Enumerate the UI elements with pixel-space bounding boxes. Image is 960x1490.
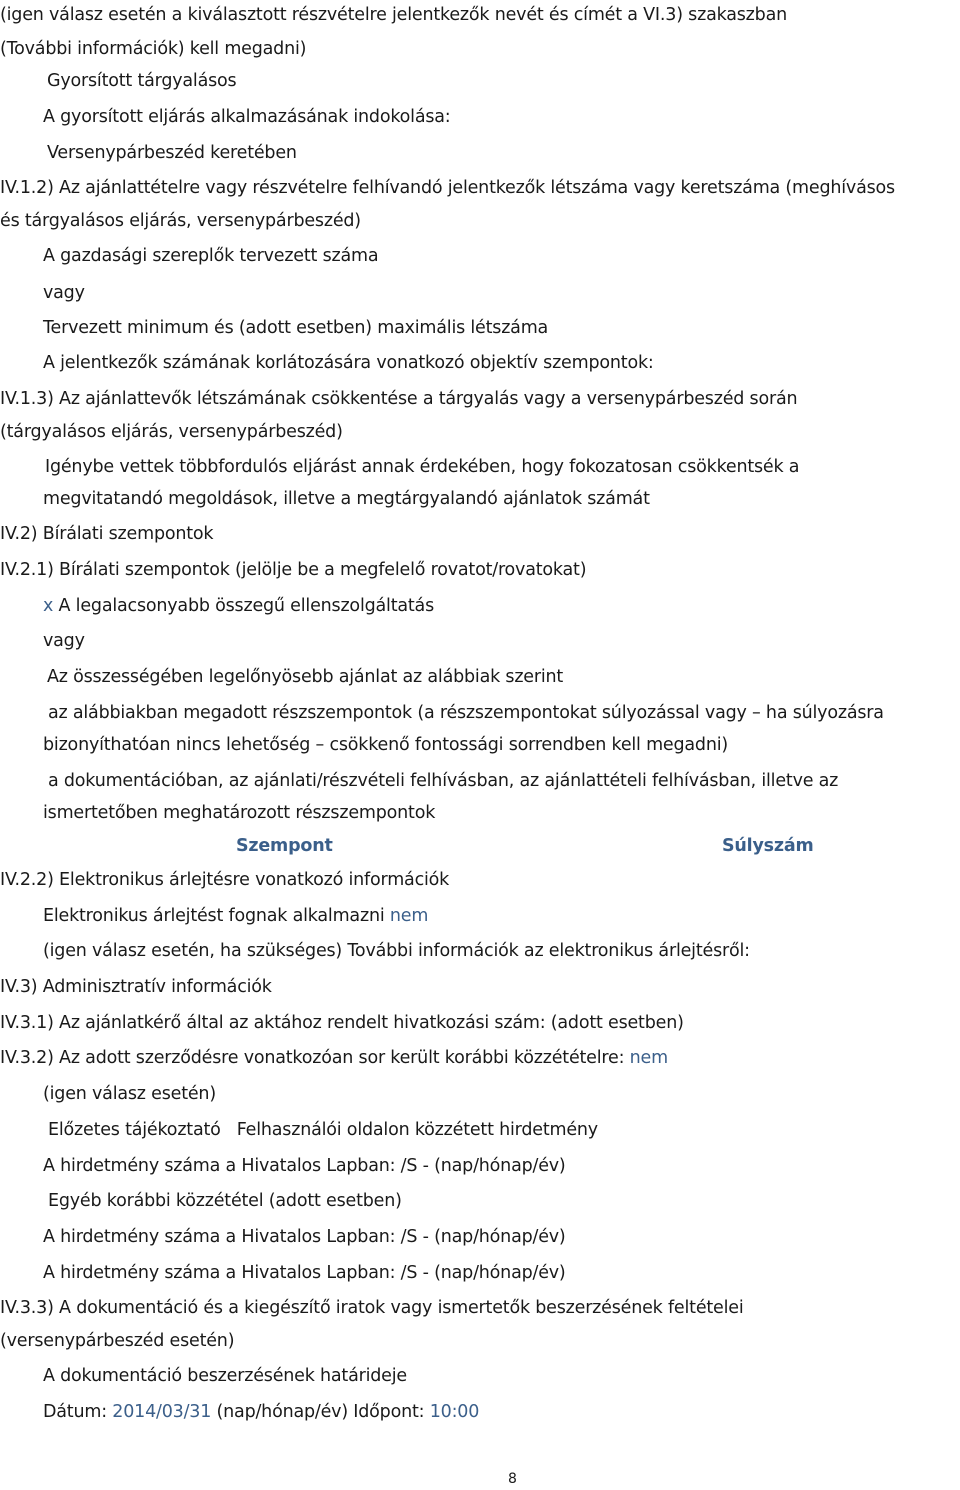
section-heading: IV.2) Bírálati szempontok: [0, 524, 214, 544]
section-heading: IV.2.2) Elektronikus árlejtésre vonatkozó információk: [0, 870, 450, 890]
text-line: A hirdetmény száma a Hivatalos Lapban: /S - (nap/hónap/év): [43, 1263, 566, 1283]
date-value: 2014/03/31: [112, 1402, 212, 1422]
page-number: 8: [508, 1471, 517, 1487]
text-line: A jelentkezők számának korlátozására vonatkozó objektív szempontok:: [43, 353, 654, 373]
text-line: (tárgyalásos eljárás, versenypárbeszéd): [0, 422, 343, 442]
option-label: Az összességében legelőnyösebb ajánlat az alábbiak szerint: [47, 667, 564, 687]
section-heading: IV.3.1) Az ajánlatkérő által az aktához rendelt hivatkozási szám: (adott esetben): [0, 1013, 684, 1033]
time-value: 10:00: [429, 1402, 480, 1422]
text-line: A hirdetmény száma a Hivatalos Lapban: /S - (nap/hónap/év): [43, 1227, 566, 1247]
text-line: (igen válasz esetén): [43, 1084, 216, 1104]
section-heading: IV.2.1) Bírálati szempontok (jelölje be a megfelelő rovatot/rovatokat): [0, 560, 587, 580]
text-line: A dokumentáció beszerzésének határideje: [43, 1366, 407, 1386]
text-line: és tárgyalásos eljárás, versenypárbeszéd): [0, 211, 361, 231]
option-label: A legalacsonyabb összegű ellenszolgáltatás: [58, 596, 434, 616]
text-line: Igénybe vettek többfordulós eljárást annak érdekében, hogy fokozatosan csökkentsék a: [45, 457, 800, 477]
text-line: megvitatandó megoldások, illetve a megtárgyalandó ajánlatok számát: [43, 489, 650, 509]
column-header-szempont: Szempont: [236, 836, 333, 856]
option-label: Versenypárbeszéd keretében: [47, 143, 297, 163]
option-label: Gyorsított tárgyalásos: [47, 71, 237, 91]
text-line: az alábbiakban megadott részszempontok (a részszempontokat súlyozással vagy – ha súlyozásra: [48, 703, 884, 723]
text-line: [43, 905, 428, 927]
column-header-sulyszam: Súlyszám: [722, 836, 814, 856]
section-heading: IV.3.3) A dokumentáció és a kiegészítő iratok vagy ismertetők beszerzésének feltételei: [0, 1298, 744, 1318]
section-heading: [0, 1047, 668, 1069]
text-line: A hirdetmény száma a Hivatalos Lapban: /S - (nap/hónap/év): [43, 1156, 566, 1176]
field-value: nem: [629, 1048, 668, 1068]
text-line: (További információk) kell megadni): [0, 39, 307, 59]
text-line: Előzetes tájékoztató Felhasználói oldalon közzétett hirdetmény: [48, 1120, 598, 1140]
text-line: vagy: [43, 283, 85, 303]
text-line: A gyorsított eljárás alkalmazásának indokolása:: [43, 107, 451, 127]
text-line: a dokumentációban, az ajánlati/részvételi felhívásban, az ajánlattételi felhívásban, illetve az: [48, 771, 839, 791]
field-value: nem: [389, 906, 429, 926]
text-line: ismertetőben meghatározott részszempontok: [43, 803, 436, 823]
field-label: Elektronikus árlejtést fognak alkalmazni: [43, 906, 385, 926]
time-label: (nap/hónap/év) Időpont:: [216, 1402, 425, 1422]
text-line: (igen válasz esetén, ha szükséges) További információk az elektronikus árlejtésről:: [43, 941, 750, 961]
text-line: vagy: [43, 631, 85, 651]
deadline-line: [43, 1401, 479, 1423]
selected-mark: x: [43, 596, 54, 616]
text-line: A gazdasági szereplők tervezett száma: [43, 246, 379, 266]
section-heading: IV.1.3) Az ajánlattevők létszámának csökkentése a tárgyalás vagy a versenypárbeszéd során: [0, 389, 798, 409]
section-heading: IV.1.2) Az ajánlattételre vagy részvételre felhívandó jelentkezők létszáma vagy keretszáma (meghívásos: [0, 178, 895, 198]
section-heading: IV.3) Adminisztratív információk: [0, 977, 272, 997]
field-label: IV.3.2) Az adott szerződésre vonatkozóan sor került korábbi közzétételre:: [0, 1048, 625, 1068]
criteria-option: [43, 595, 434, 617]
text-line: Tervezett minimum és (adott esetben) maximális létszáma: [43, 318, 549, 338]
text-line: Egyéb korábbi közzététel (adott esetben): [48, 1191, 402, 1211]
date-label: Dátum:: [43, 1402, 107, 1422]
text-line: bizonyíthatóan nincs lehetőség – csökkenő fontossági sorrendben kell megadni): [43, 735, 729, 755]
text-line: (igen válasz esetén a kiválasztott részvételre jelentkezők nevét és címét a VI.3) szakaszban: [0, 5, 787, 25]
text-line: (versenypárbeszéd esetén): [0, 1331, 235, 1351]
